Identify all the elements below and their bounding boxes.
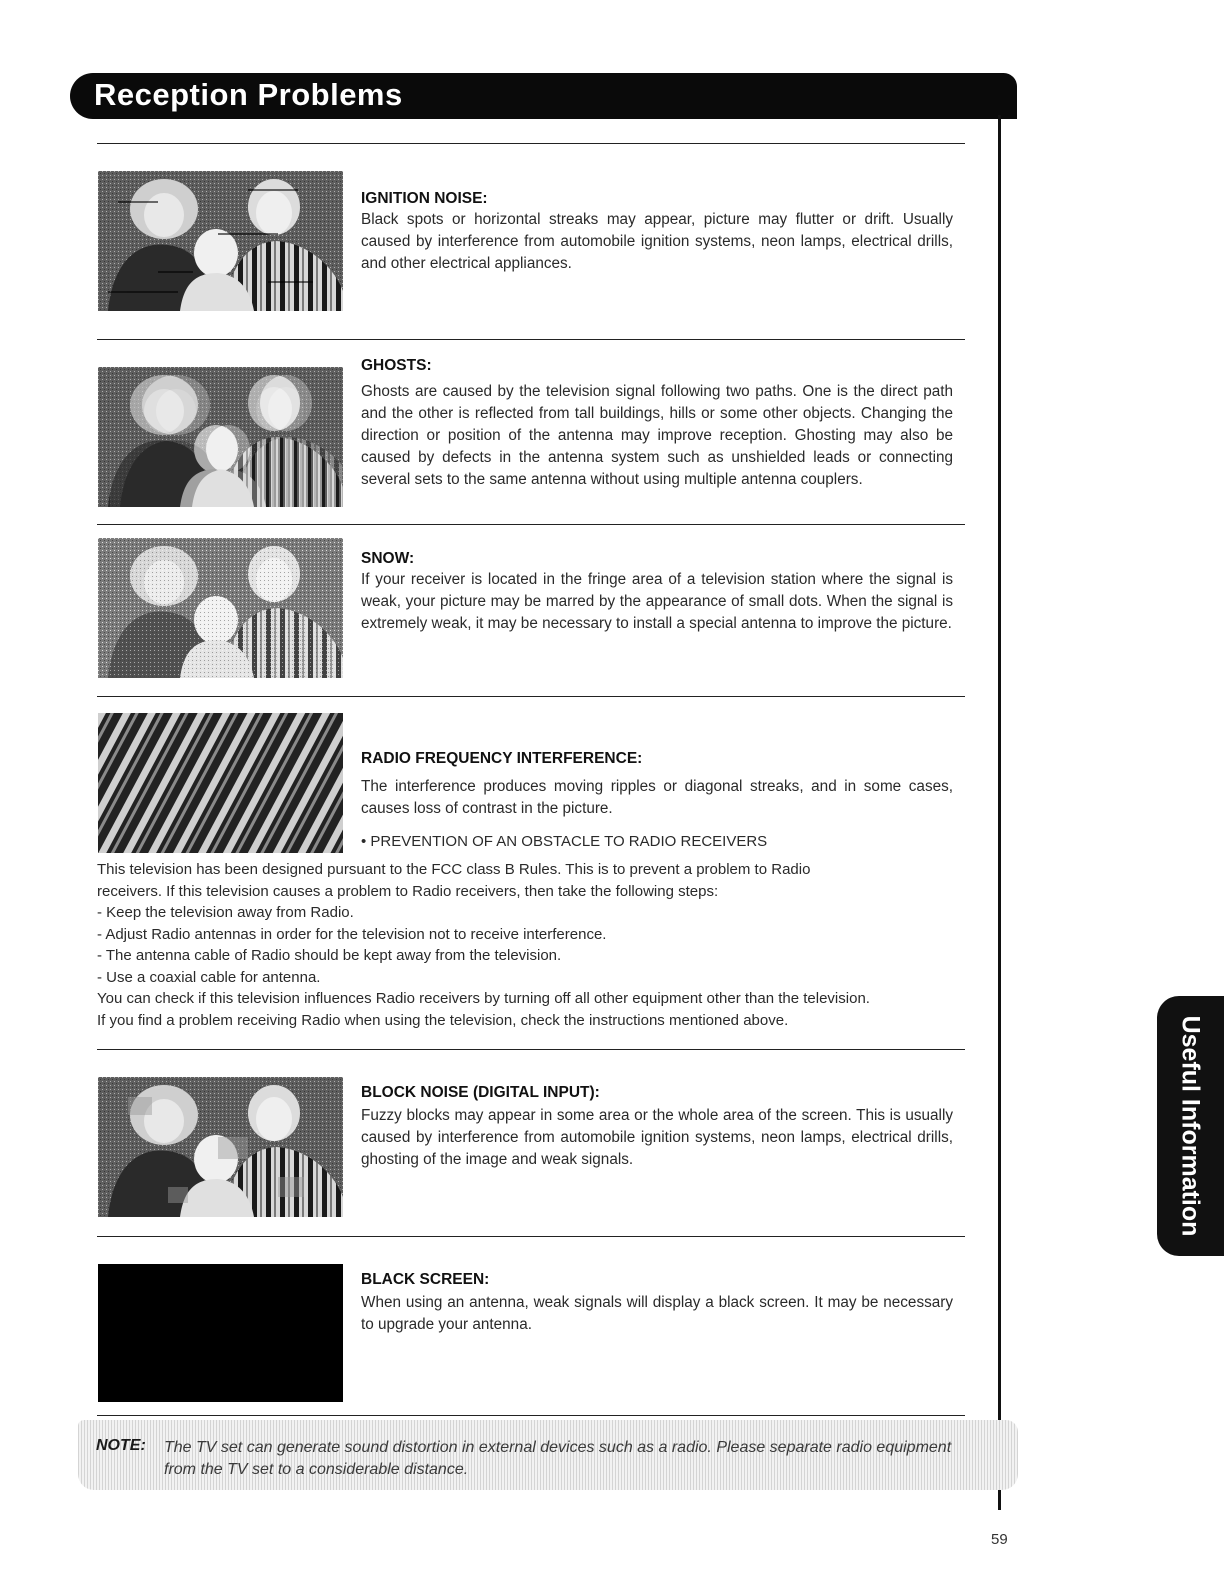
side-tab-label: Useful Information bbox=[1176, 1015, 1205, 1237]
divider bbox=[97, 524, 965, 525]
section-body: The interference produces moving ripples or diagonal streaks, and in some cases, causes loss of contrast in the picture. bbox=[361, 778, 953, 817]
block-noise-photo bbox=[98, 1077, 343, 1217]
prevention-line: If you find a problem receiving Radio when using the television, check the instructions mentioned above. bbox=[97, 1011, 789, 1029]
section-title: IGNITION NOISE: bbox=[361, 190, 488, 207]
section-body: Ghosts are caused by the television signal following two paths. One is the direct path and the other is reflected from tall buildings, hills or some other objects. Changing the direction or position of the antenna may improve reception. Ghosting may also be caused by defects in the antenna system such as unshielded leads or connecting several sets to the same antenna without using multiple antenna couplers. bbox=[361, 383, 953, 488]
prevention-line: This television has been designed pursuant to the FCC class B Rules. This is to prevent a problem to Radio bbox=[97, 861, 811, 878]
prevention-line: - Adjust Radio antennas in order for the television not to receive interference. bbox=[97, 925, 607, 943]
section-title: RADIO FREQUENCY INTERFERENCE: bbox=[361, 750, 643, 767]
prevention-text bbox=[97, 859, 957, 1031]
black-screen-photo bbox=[98, 1264, 343, 1402]
note-text: The TV set can generate sound distortion in external devices such as a radio. Please separate radio equipment from the TV set to a considerable distance. bbox=[164, 1439, 952, 1478]
section-title: BLOCK NOISE (DIGITAL INPUT): bbox=[361, 1084, 600, 1101]
section-title: GHOSTS: bbox=[361, 357, 432, 374]
page-number: 59 bbox=[991, 1531, 1008, 1548]
section-body: When using an antenna, weak signals will display a black screen. It may be necessary to upgrade your antenna. bbox=[361, 1294, 953, 1333]
divider bbox=[97, 339, 965, 340]
section-body: Black spots or horizontal streaks may appear, picture may flutter or drift. Usually caused by interference from automobile ignition systems, neon lamps, electrical drills, and other electrical appliances. bbox=[361, 211, 953, 272]
snow-photo bbox=[98, 538, 343, 678]
prevention-line: - Use a coaxial cable for antenna. bbox=[97, 968, 321, 986]
right-rule bbox=[998, 115, 1001, 1510]
ignition-noise-photo bbox=[98, 171, 343, 311]
prevention-line: receivers. If this television causes a problem to Radio receivers, then take the following steps: bbox=[97, 882, 719, 900]
radio-interference-photo bbox=[98, 713, 343, 853]
section-title: SNOW: bbox=[361, 550, 415, 567]
section-title: BLACK SCREEN: bbox=[361, 1271, 490, 1288]
divider bbox=[97, 143, 965, 144]
prevention-heading: • PREVENTION OF AN OBSTACLE TO RADIO RECEIVERS bbox=[361, 833, 768, 850]
divider bbox=[97, 696, 965, 697]
prevention-line: You can check if this television influences Radio receivers by turning off all other equipment other than the television. bbox=[97, 990, 870, 1007]
divider bbox=[97, 1236, 965, 1237]
page-title: Reception Problems bbox=[94, 77, 403, 112]
divider bbox=[97, 1415, 965, 1416]
divider bbox=[97, 1049, 965, 1050]
prevention-line: - Keep the television away from Radio. bbox=[97, 904, 354, 921]
note-label: NOTE: bbox=[96, 1437, 146, 1454]
prevention-line: - The antenna cable of Radio should be kept away from the television. bbox=[97, 947, 562, 964]
section-body: Fuzzy blocks may appear in some area or the whole area of the screen. This is usually caused by interference from automobile ignition systems, neon lamps, electrical drills, ghosting of the image and weak signals. bbox=[361, 1107, 953, 1168]
ghosts-photo bbox=[98, 367, 343, 507]
section-body: If your receiver is located in the fringe area of a television station where the signal is weak, your picture may be marred by the appearance of small dots. When the signal is extremely weak, it may be necessary to install a special antenna to improve the picture. bbox=[361, 571, 953, 632]
